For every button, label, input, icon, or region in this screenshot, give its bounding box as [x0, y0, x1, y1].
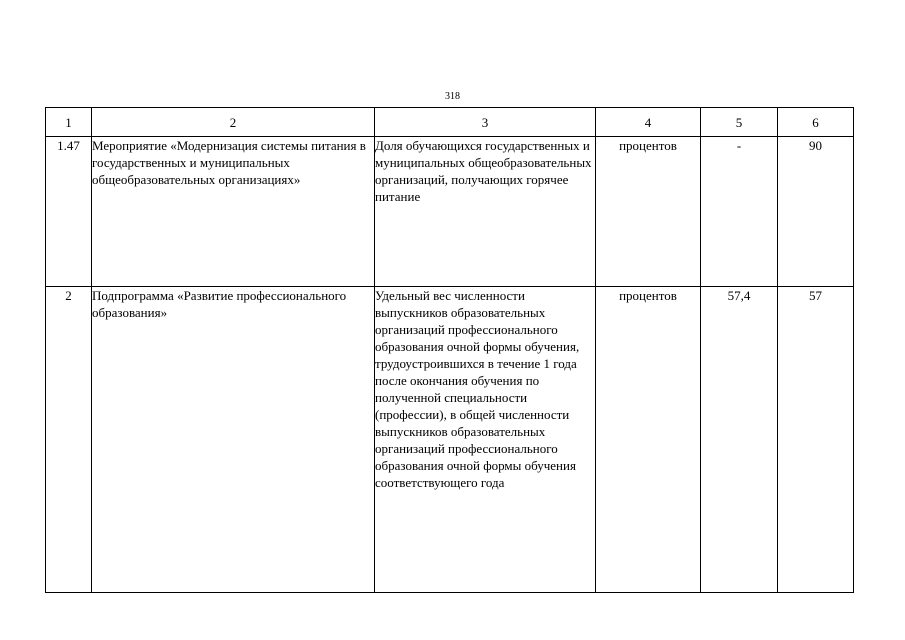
- base-value: 57,4: [701, 287, 778, 593]
- activity-name: Мероприятие «Модернизация системы питания в государственных и муниципальных общеобразовательных организациях»: [92, 137, 375, 287]
- indicator-name: Удельный вес численности выпускников образовательных организаций профессионального образования очной формы обучения, трудоустроившихся в течение 1 года после окончания обучения по полученной специальности (профессии), в общей численности выпускников образовательных организаций профессионального образования очной формы обучения соответствующего года: [375, 287, 596, 593]
- activity-name: Подпрограмма «Развитие профессионального образования»: [92, 287, 375, 593]
- table-row: [46, 287, 854, 593]
- column-header: 2: [92, 108, 375, 137]
- unit-of-measure: процентов: [596, 137, 701, 287]
- row-number: 2: [46, 287, 92, 593]
- table-row: [46, 137, 854, 287]
- target-value: 57: [778, 287, 854, 593]
- row-number: 1.47: [46, 137, 92, 287]
- target-value: 90: [778, 137, 854, 287]
- base-value: -: [701, 137, 778, 287]
- column-header: 1: [46, 108, 92, 137]
- indicators-table: [45, 107, 854, 593]
- indicator-name: Доля обучающихся государственных и муниципальных общеобразовательных организаций, получающих горячее питание: [375, 137, 596, 287]
- table-header-row: [46, 108, 854, 137]
- column-header: 5: [701, 108, 778, 137]
- column-header: 6: [778, 108, 854, 137]
- unit-of-measure: процентов: [596, 287, 701, 593]
- page-number: 318: [445, 91, 460, 102]
- column-header: 3: [375, 108, 596, 137]
- column-header: 4: [596, 108, 701, 137]
